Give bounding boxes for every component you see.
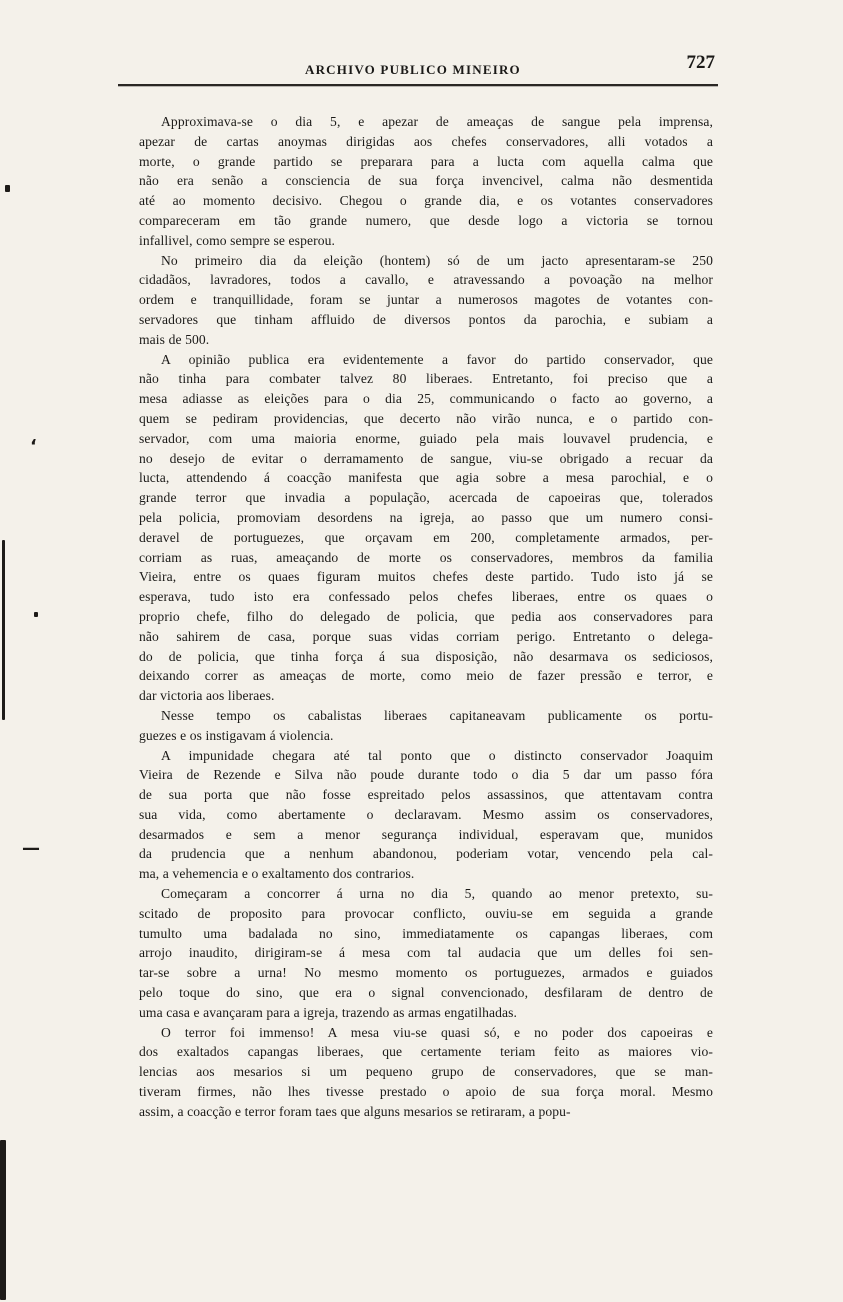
text-line: ma, a vehemencia e o exaltamento dos contrarios.: [139, 866, 415, 882]
margin-mark-icon: ‘: [30, 436, 37, 457]
text-line: servadores que tinham affluido de diversos pontos da parochia, e subiam a: [139, 311, 713, 327]
text-line: não era senão a consciencia de sua força invencivel, calma não desmentida: [139, 173, 713, 189]
text-line: tar-se sobre a urna! No mesmo momento os portuguezes, armados e guiados: [139, 965, 713, 981]
text-line: Nesse tempo os cabalistas liberaes capitaneavam publicamente os portu-: [161, 707, 713, 723]
text-line: A opinião publica era evidentemente a favor do partido conservador, que: [161, 351, 713, 367]
text-line: tumulto uma badalada no sino, immediatamente os capangas liberaes, com: [139, 925, 713, 941]
margin-ink-dot: [5, 185, 10, 192]
margin-ink-bar: [0, 1140, 6, 1300]
text-line: grande terror que invadia a população, acercada de capoeiras que, tolerados: [139, 490, 713, 506]
text-line: dos exaltados capangas liberaes, que certamente teriam feito as maiores vio-: [139, 1044, 713, 1060]
text-line: morte, o grande partido se preparara para a lucta com aquella calma que: [139, 153, 713, 169]
text-line: do de policia, que tinha força á sua disposição, não desarmava os sediciosos,: [139, 648, 713, 664]
text-line: guezes e os instigavam á violencia.: [139, 727, 334, 743]
text-line: mais de 500.: [139, 331, 210, 347]
text-line: Vieira, entre os quaes figuram muitos chefes deste partido. Tudo isto já se: [139, 569, 713, 585]
text-line: sua vida, como abertamente o declaravam. Mesmo assim os conservadores,: [139, 806, 713, 822]
text-line: uma casa e avançaram para a igreja, trazendo as armas engatilhadas.: [139, 1004, 518, 1020]
text-line: apezar de cartas anoymas dirigidas aos chefes conservadores, alli votados a: [139, 133, 713, 149]
text-line: mesa adiasse as eleições para o dia 25, communicando o facto ao governo, a: [139, 391, 713, 407]
text-line: da prudencia que a nenhum abandonou, poderiam votar, vencendo pela cal-: [139, 846, 713, 862]
text-line: servador, com uma maioria enorme, guiado pela mais louvavel prudencia, e: [139, 430, 713, 446]
text-line: não tinha para combater talvez 80 liberaes. Entretanto, foi preciso que a: [139, 371, 713, 387]
margin-ink-dot: [34, 612, 38, 617]
text-line: pela policia, promoviam desordens na igreja, ao passo que um numero consi-: [139, 509, 713, 525]
text-line: O terror foi immenso! A mesa viu-se quasi só, e no poder dos capoeiras e: [161, 1024, 713, 1040]
text-line: pelo toque do sino, que era o signal convencionado, desfilaram de dentro de: [139, 985, 713, 1001]
text-line: infallivel, como sempre se esperou.: [139, 232, 336, 248]
page-header: [120, 52, 715, 82]
text-line: quem se pediram providencias, que decerto não virão nunca, e o partido con-: [139, 410, 713, 426]
text-line: lencias aos mesarios si um pequeno grupo de conservadores, que se man-: [139, 1064, 713, 1080]
text-line: deixando correr as ameaças de morte, como meio de fazer pressão e terror, e: [139, 668, 713, 684]
text-line: lucta, attendendo á coacção manifesta que agia sobre a mesa parochial, e o: [139, 470, 713, 486]
text-line: scitado de proposito para provocar conflicto, ouviu-se em seguida a grande: [139, 905, 713, 921]
text-line: assim, a coacção e terror foram taes que alguns mesarios se retiraram, a popu-: [139, 1103, 571, 1119]
text-line: até ao momento decisivo. Chegou o grande dia, e os votantes conservadores: [139, 193, 713, 209]
margin-ink-bar: [2, 540, 5, 720]
text-line: dar victoria aos liberaes.: [139, 688, 275, 704]
text-line: Vieira de Rezende e Silva não poude durante todo o dia 5 dar um passo fóra: [139, 767, 713, 783]
running-title: ARCHIVO PUBLICO MINEIRO: [305, 62, 521, 77]
header-rule: [118, 84, 718, 86]
text-line: Approximava-se o dia 5, e apezar de ameaças de sangue pela imprensa,: [161, 114, 713, 129]
text-line: desarmados e sem a menor segurança individual, esperavam que, munidos: [139, 826, 713, 842]
text-line: Começaram a concorrer á urna no dia 5, quando ao menor pretexto, su-: [161, 886, 713, 902]
text-line: proprio chefe, filho do delegado de policia, que pedia aos conservadores para: [139, 608, 713, 624]
text-line: ordem e tranquillidade, foram se juntar a numerosos magotes de votantes con-: [139, 292, 713, 308]
text-line: esperava, tudo isto era confessado pelos chefes liberaes, entre os quaes o: [139, 589, 713, 605]
text-line: não sahirem de casa, porque suas vidas corriam perigo. Entretanto o delega-: [139, 628, 713, 644]
text-line: corriam as ruas, ameaçando de morte os conservadores, membros da familia: [139, 549, 713, 565]
text-line: arrojo inaudito, dirigiram-se á mesa com tal audacia que um delles foi sen-: [139, 945, 713, 961]
text-line: A impunidade chegara até tal ponto que o distincto conservador Joaquim: [161, 747, 713, 763]
text-line: No primeiro dia da eleição (hontem) só de um jacto apresentaram-se 250: [161, 252, 713, 268]
margin-mark-icon: —: [22, 838, 40, 859]
text-line: cidadãos, lavradores, todos a cavallo, e atravessando a povoação na melhor: [139, 272, 713, 288]
text-line: de sua porta que não fosse espreitado pelos assassinos, que attentavam contra: [139, 787, 713, 803]
text-line: no desejo de evitar o derramamento de sangue, viu-se obrigado a recuar da: [139, 450, 713, 466]
body-text: [139, 112, 713, 1122]
text-line: compareceram em tão grande numero, que desde logo a victoria se tornou: [139, 212, 713, 228]
page-number: 727: [686, 52, 715, 73]
text-line: tiveram firmes, não lhes tivesse prestado o apoio de sua força moral. Mesmo: [139, 1084, 713, 1100]
text-line: deravel de portuguezes, que orçavam em 200, completamente armados, per-: [139, 529, 713, 545]
